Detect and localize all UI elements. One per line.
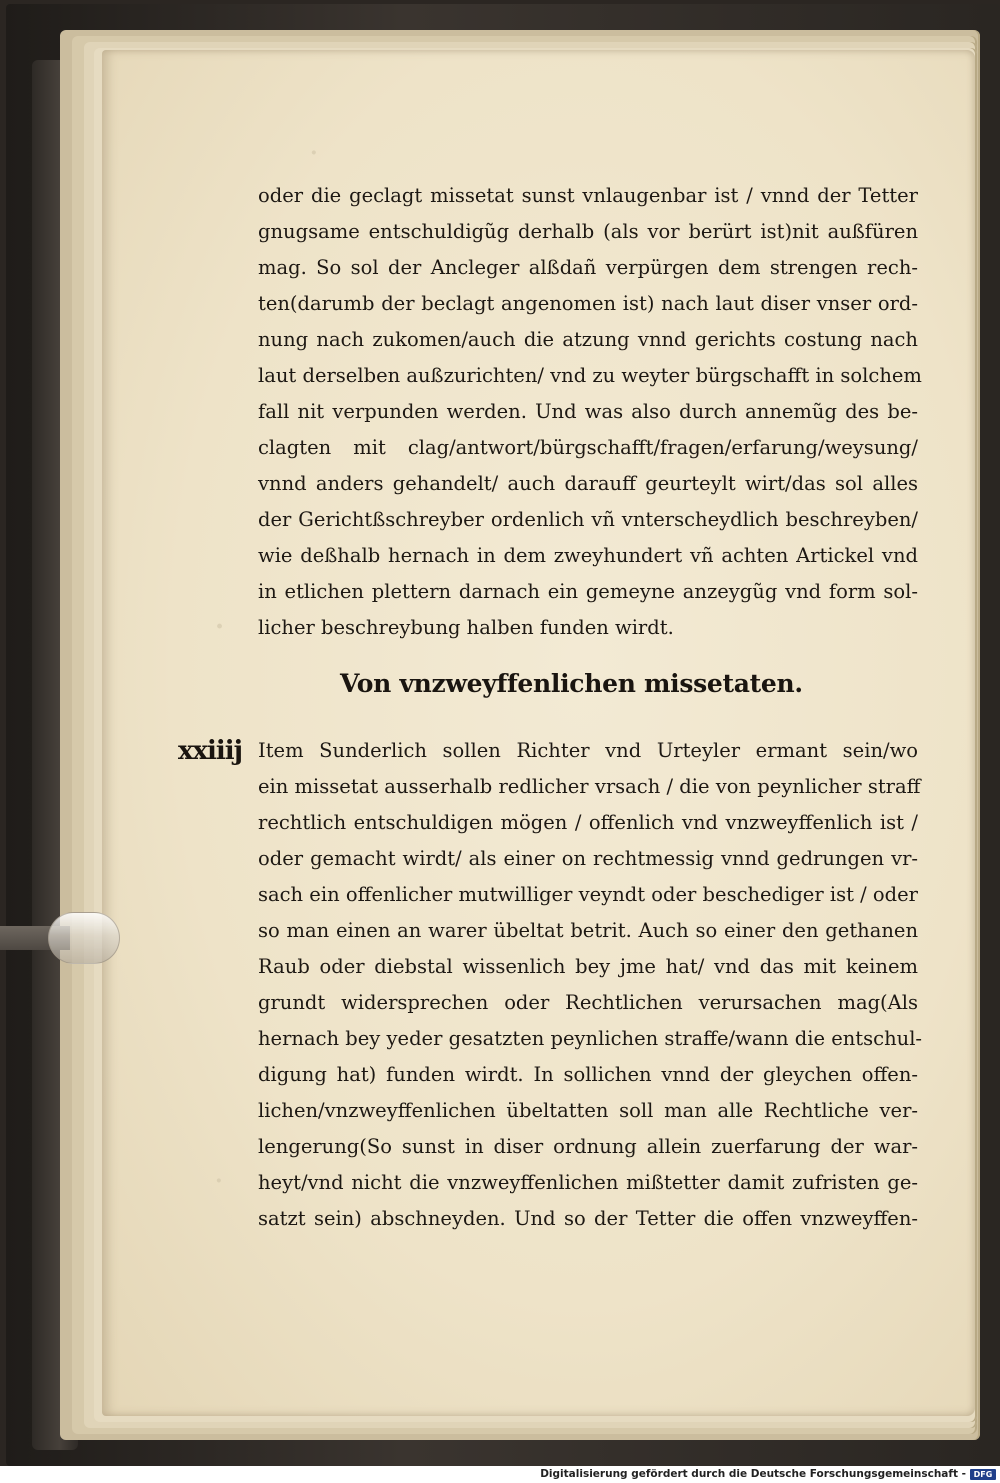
- text-line: lengerung(So sunst in diser ordnung allein zuerfarung der war-: [258, 1135, 918, 1158]
- text-line: laut derselben außzurichten/ vnd zu weyter bürgschafft in solchem: [258, 364, 922, 387]
- text-line: sach ein offenlicher mutwilliger veyndt oder beschediger ist / oder: [258, 883, 918, 906]
- text-line: rechtlich entschuldigen mögen / offenlich vnd vnzweyffenlich ist /: [258, 811, 918, 834]
- text-line: grundt widersprechen oder Rechtlichen verursachen mag(Als: [258, 991, 918, 1014]
- text-line: gnugsame entschuldigũg derhalb (als vor berürt ist)nit außfüren: [258, 220, 918, 243]
- footer-bar: [0, 1466, 1000, 1483]
- bleed-through-mark: ·: [215, 612, 225, 642]
- text-line: Raub oder diebstal wissenlich bey jme hat/ vnd das mit keinem: [258, 955, 918, 978]
- text-line: oder gemacht wirdt/ als einer on rechtmessig vnnd gedrungen vr-: [258, 847, 918, 870]
- text-line: vnnd anders gehandelt/ auch darauff geurteylt wirt/das sol alles: [258, 472, 918, 495]
- text-line: Item Sunderlich sollen Richter vnd Urteyler ermant sein/wo: [258, 739, 918, 762]
- article-number: xxiiij: [178, 736, 243, 766]
- text-line: so man einen an warer übeltat betrit. Auch so einer den gethanen: [258, 919, 918, 942]
- text-line: der Gerichtßschreyber ordenlich vñ vnterscheydlich beschreyben/: [258, 508, 918, 531]
- text-line: digung hat) funden wirdt. In sollichen vnnd der gleychen offen-: [258, 1063, 918, 1086]
- text-line: mag. So sol der Ancleger alßdañ verpürgen dem strengen rech-: [258, 256, 918, 279]
- dfg-logo: DFG: [970, 1469, 996, 1480]
- text-line: hernach bey yeder gesatzten peynlichen straffe/wann die entschul-: [258, 1027, 923, 1050]
- text-line: heyt/vnd nicht die vnzweyffenlichen mißtetter damit zufristen ge-: [258, 1171, 918, 1194]
- text-line: in etlichen plettern darnach ein gemeyne anzeygũg vnd form sol-: [258, 580, 918, 603]
- text-line: lichen/vnzweyffenlichen übeltatten soll man alle Rechtliche ver-: [258, 1099, 918, 1122]
- text-line: oder die geclagt missetat sunst vnlaugenbar ist / vnnd der Tetter: [258, 184, 918, 207]
- page-clip: [48, 912, 120, 964]
- text-line: wie deßhalb hernach in dem zweyhundert vñ achten Artickel vnd: [258, 544, 918, 567]
- text-line: clagten mit clag/antwort/bürgschafft/fragen/erfarung/weysung/: [258, 436, 918, 459]
- text-line: fall nit verpunden werden. Und was also durch annemũg des be-: [258, 400, 918, 423]
- bleed-through-mark: ·: [310, 140, 318, 166]
- text-line: ten(darumb der beclagt angenomen ist) nach laut diser vnser ord-: [258, 292, 918, 315]
- text-line: satzt sein) abschneyden. Und so der Tetter die offen vnzweyffen-: [258, 1207, 918, 1230]
- bleed-through-mark: ·: [215, 1168, 223, 1194]
- section-heading: Von vnzweyffenlichen missetaten.: [340, 669, 803, 698]
- funding-credit: Digitalisierung gefördert durch die Deutsche Forschungsgemeinschaft -: [540, 1468, 966, 1480]
- text-line: ein missetat ausserhalb redlicher vrsach / die von peynlicher straff: [258, 775, 921, 798]
- text-line: nung nach zukomen/auch die atzung vnnd gerichts costung nach: [258, 328, 918, 351]
- text-line: licher beschreybung halben funden wirdt.: [258, 616, 674, 639]
